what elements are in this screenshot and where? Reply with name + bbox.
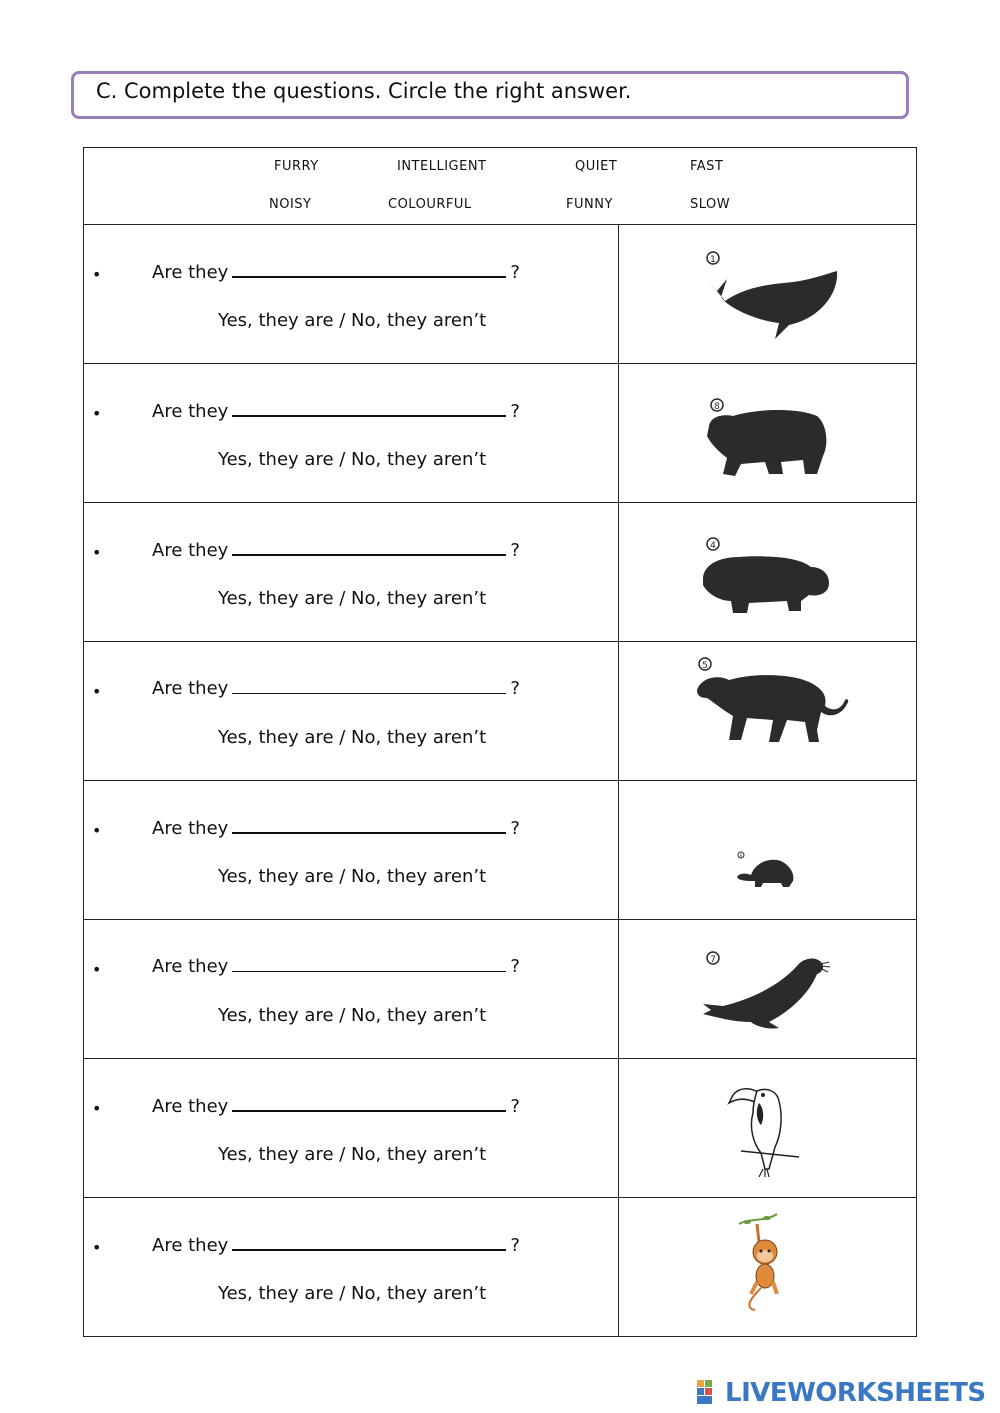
bullet: •	[92, 543, 102, 562]
question-cell	[84, 225, 619, 364]
answer-blank[interactable]	[232, 814, 506, 834]
yes-no-answer[interactable]: Yes, they are / No, they aren’t	[218, 310, 487, 331]
question-line	[152, 258, 520, 283]
question-line	[152, 953, 520, 977]
hippo-silhouette	[689, 517, 849, 627]
question-row	[84, 225, 917, 364]
question-mark: ?	[510, 1235, 520, 1256]
word-colourful: COLOURFUL	[388, 197, 472, 212]
word-fast: FAST	[690, 159, 724, 174]
question-line	[152, 814, 520, 839]
instructions-text: C. Complete the questions. Circle the right answer.	[96, 79, 632, 103]
word-funny: FUNNY	[566, 197, 613, 212]
bear-silhouette	[689, 378, 849, 488]
question-cell	[84, 642, 619, 781]
animal-number: 6	[739, 853, 743, 858]
animal-image-cell	[619, 225, 917, 364]
question-cell	[84, 364, 619, 503]
instructions-box	[71, 71, 909, 119]
whale-silhouette	[689, 239, 849, 349]
animal-image-cell	[619, 1059, 917, 1198]
bullet: •	[92, 265, 102, 284]
answer-blank[interactable]	[232, 675, 506, 694]
question-prefix: Are they	[152, 1235, 229, 1256]
liveworksheets-logo-icon	[696, 1378, 722, 1408]
question-line	[152, 397, 520, 422]
answer-blank[interactable]	[232, 536, 506, 556]
question-row	[84, 642, 917, 781]
worksheet-table	[83, 147, 917, 1337]
question-mark: ?	[510, 401, 520, 422]
yes-no-answer[interactable]: Yes, they are / No, they aren’t	[218, 1144, 487, 1165]
monkey-drawing	[689, 1212, 849, 1322]
toucan-drawing	[689, 1073, 849, 1183]
yes-no-answer[interactable]: Yes, they are / No, they aren’t	[218, 449, 487, 470]
question-prefix: Are they	[152, 818, 229, 839]
question-cell	[84, 781, 619, 920]
question-cell	[84, 920, 619, 1059]
question-mark: ?	[510, 1096, 520, 1117]
word-furry: FURRY	[274, 159, 319, 174]
question-cell	[84, 1198, 619, 1337]
question-line	[152, 1092, 520, 1117]
bullet: •	[92, 821, 102, 840]
question-cell	[84, 1059, 619, 1198]
question-line	[152, 536, 520, 561]
question-mark: ?	[510, 540, 520, 561]
animal-number: 5	[702, 661, 708, 671]
bullet: •	[92, 960, 102, 979]
animal-image-cell	[619, 364, 917, 503]
question-mark: ?	[510, 262, 520, 283]
bullet: •	[92, 404, 102, 423]
seal-silhouette	[689, 934, 849, 1044]
answer-blank[interactable]	[232, 953, 506, 972]
yes-no-answer[interactable]: Yes, they are / No, they aren’t	[218, 1283, 487, 1304]
question-cell	[84, 503, 619, 642]
animal-number: 4	[710, 541, 716, 551]
question-row	[84, 920, 917, 1059]
brand-name: LIVEWORKSHEETS	[725, 1378, 986, 1408]
yes-no-answer[interactable]: Yes, they are / No, they aren’t	[218, 866, 487, 887]
answer-blank[interactable]	[232, 1092, 506, 1112]
yes-no-answer[interactable]: Yes, they are / No, they aren’t	[218, 588, 487, 609]
animal-image-cell	[619, 503, 917, 642]
bullet: •	[92, 1238, 102, 1257]
answer-blank[interactable]	[232, 258, 506, 278]
bullet: •	[92, 682, 102, 701]
animal-image-cell	[619, 920, 917, 1059]
animal-number: 7	[710, 955, 716, 965]
animal-image-cell	[619, 781, 917, 920]
question-row	[84, 364, 917, 503]
answer-blank[interactable]	[232, 397, 506, 417]
animal-number: 1	[710, 255, 716, 265]
word-slow: SLOW	[690, 197, 731, 212]
yes-no-answer[interactable]: Yes, they are / No, they aren’t	[218, 1005, 487, 1026]
word-intelligent: INTELLIGENT	[397, 159, 487, 174]
question-line	[152, 675, 520, 699]
question-prefix: Are they	[152, 956, 229, 977]
question-mark: ?	[510, 818, 520, 839]
question-row	[84, 781, 917, 920]
word-quiet: QUIET	[575, 159, 618, 174]
word-noisy: NOISY	[269, 197, 312, 212]
bullet: •	[92, 1099, 102, 1118]
question-prefix: Are they	[152, 678, 229, 699]
question-prefix: Are they	[152, 401, 229, 422]
animal-number: 8	[714, 402, 720, 412]
brand-logo	[696, 1376, 986, 1410]
animal-image-cell	[619, 1198, 917, 1337]
yes-no-answer[interactable]: Yes, they are / No, they aren’t	[218, 727, 487, 748]
question-line	[152, 1231, 520, 1256]
tiger-silhouette	[687, 650, 857, 760]
question-mark: ?	[510, 678, 520, 699]
question-prefix: Are they	[152, 540, 229, 561]
animal-image-cell	[619, 642, 917, 781]
question-row	[84, 1198, 917, 1337]
tortoise-silhouette	[689, 795, 849, 905]
question-prefix: Are they	[152, 262, 229, 283]
question-row	[84, 503, 917, 642]
question-prefix: Are they	[152, 1096, 229, 1117]
word-bank	[84, 148, 917, 225]
question-mark: ?	[510, 956, 520, 977]
answer-blank[interactable]	[232, 1231, 506, 1251]
question-row	[84, 1059, 917, 1198]
